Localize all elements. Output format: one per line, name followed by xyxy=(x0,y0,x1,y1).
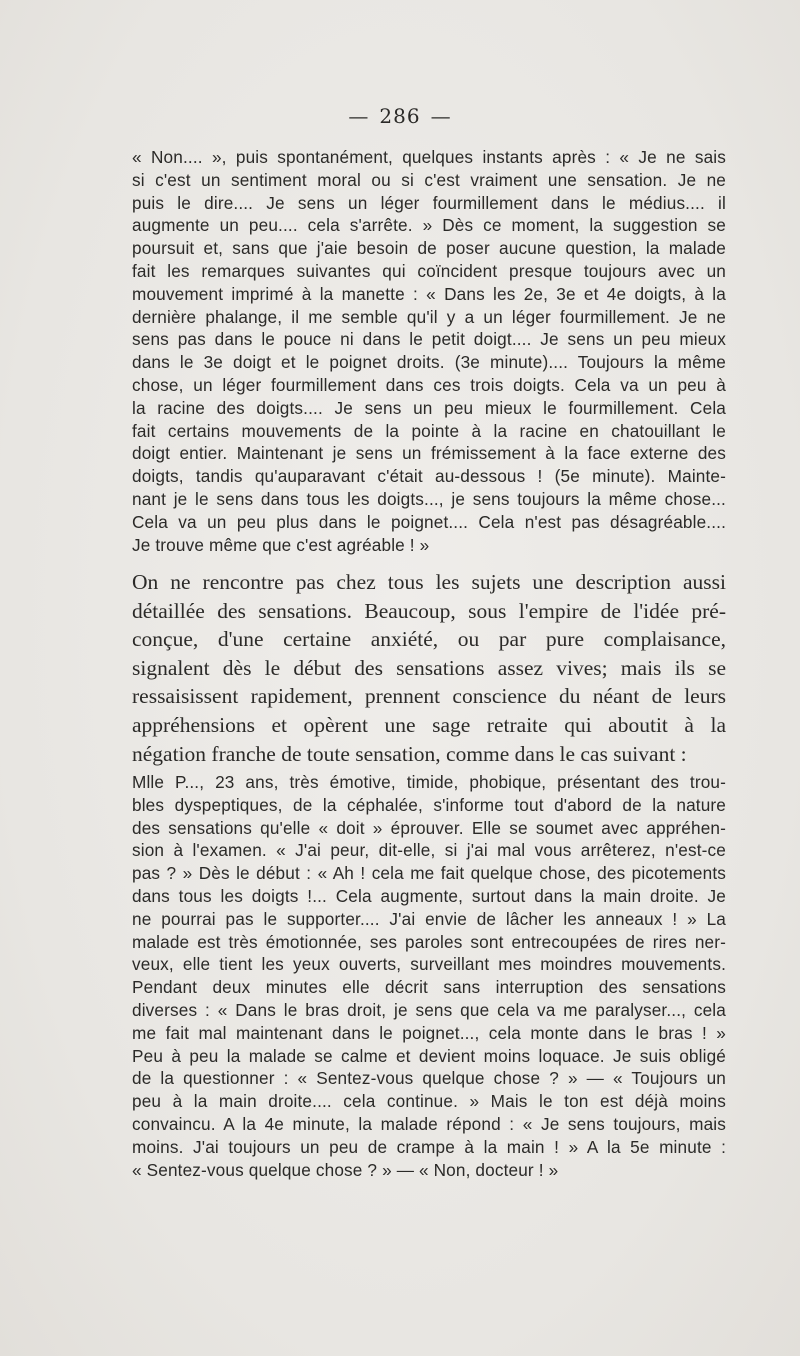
text-line: me fait mal maintenant dans le poignet..., cela monte dans le bras ! » xyxy=(132,1022,726,1043)
text-line: poursuit et, sans que j'aie besoin de poser aucune question, la malade xyxy=(132,238,726,259)
text-line: Mlle P..., 23 ans, très émotive, timide, phobique, présentant des trou- xyxy=(132,772,726,792)
text-line: la racine des doigts.... Je sens un peu mieux le fourmillement. Cela xyxy=(132,397,726,418)
text-line: diverses : « Dans le bras droit, je sens que cela va me paralyser..., cela xyxy=(132,999,726,1020)
text-line: augmente un peu.... cela s'arrête. » Dès ce moment, la suggestion se xyxy=(132,215,726,236)
text-line: sens pas dans le pouce ni dans le petit doigt.... Je sens un peu mieux xyxy=(132,329,726,350)
text-line: Pendant deux minutes elle décrit sans interruption des sensations xyxy=(132,977,726,998)
text-line: « Sentez-vous quelque chose ? » — « Non, docteur ! » xyxy=(132,1159,559,1180)
text-line: On ne rencontre pas chez tous les sujets une description aussi xyxy=(132,570,726,594)
paragraph-observation-quote xyxy=(132,146,726,556)
header-dash-right: — xyxy=(430,104,452,128)
text-line: convaincu. A la 4e minute, la malade répond : « Je sens toujours, mais xyxy=(132,1113,726,1134)
text-line: doigt entier. Maintenant je sens un frémissement à la face externe des xyxy=(132,443,726,464)
text-line: dans tous les doigts !... Cela augmente, surtout dans la main droite. Je xyxy=(132,885,726,906)
text-line: sion à l'examen. « J'ai peur, dit-elle, si j'ai mal vous arrêterez, n'est-ce xyxy=(132,840,726,861)
header-dash-left: — xyxy=(348,104,370,128)
text-line: Cela va un peu plus dans le poignet.... Cela n'est pas désagréable.... xyxy=(132,511,726,532)
text-line: des sensations qu'elle « doit » éprouver. Elle se soumet avec appréhen- xyxy=(132,817,726,838)
text-line: dernière phalange, il me semble qu'il y a un léger fourmillement. Je ne xyxy=(132,306,726,327)
text-line: négation franche de toute sensation, comme dans le cas suivant : xyxy=(132,741,687,766)
paragraph-case-mlle-p xyxy=(132,771,726,1181)
text-line: signalent dès le début des sensations assez vives; mais ils se xyxy=(132,655,726,680)
text-line: puis le dire.... Je sens un léger fourmillement dans le médius.... il xyxy=(132,192,726,213)
paragraph-commentary xyxy=(132,568,726,768)
text-line: dans le 3e doigt et le poignet droits. (3e minute).... Toujours la même xyxy=(132,352,726,373)
text-line: ne pourrai pas le supporter.... J'ai envie de lâcher les anneaux ! » La xyxy=(132,908,726,929)
text-line: fait certains mouvements de la pointe à la racine en chatouillant le xyxy=(132,420,726,441)
text-line: détaillée des sensations. Beaucoup, sous l'empire de l'idée pré- xyxy=(132,598,726,623)
text-line: Peu à peu la malade se calme et devient moins loquace. Je suis obligé xyxy=(132,1045,726,1066)
text-line: veux, elle tient les yeux ouverts, surveillant mes moindres mouvements. xyxy=(132,954,726,975)
text-line: mouvement imprimé à la manette : « Dans les 2e, 3e et 4e doigts, à la xyxy=(132,283,726,304)
text-line: nant je le sens dans tous les doigts..., je sens toujours la même chose... xyxy=(132,488,726,509)
text-line: si c'est un sentiment moral ou si c'est vraiment une sensation. Je ne xyxy=(132,169,726,190)
text-line: peu à la main droite.... cela continue. » Mais le ton est déjà moins xyxy=(132,1091,726,1112)
text-line: chose, un léger fourmillement dans ces trois doigts. Cela va un peu à xyxy=(132,374,726,395)
text-line: bles dyspeptiques, de la céphalée, s'informe tout d'abord de la nature xyxy=(132,794,726,815)
text-line: pas ? » Dès le début : « Ah ! cela me fait quelque chose, des picotements xyxy=(132,863,726,884)
page-header xyxy=(0,104,800,128)
text-line: malade est très émotionnée, ses paroles sont entrecoupées de rires ner- xyxy=(132,931,726,952)
text-line: moins. J'ai toujours un peu de crampe à la main ! » A la 5e minute : xyxy=(132,1136,726,1157)
text-line: doigts, tandis qu'auparavant c'était au-dessous ! (5e minute). Mainte- xyxy=(132,466,726,487)
text-line: conçue, d'une certaine anxiété, ou par pure complaisance, xyxy=(132,627,726,652)
text-line: appréhensions et opèrent une sage retraite qui aboutit à la xyxy=(132,712,726,737)
text-line: Je trouve même que c'est agréable ! » xyxy=(132,534,430,555)
text-line: de la questionner : « Sentez-vous quelque chose ? » — « Toujours un xyxy=(132,1068,726,1089)
text-line: ressaisissent rapidement, prennent conscience du néant de leurs xyxy=(132,684,726,709)
text-line: « Non.... », puis spontanément, quelques instants après : « Je ne sais xyxy=(132,147,726,167)
page-number: 286 xyxy=(379,104,421,128)
text-line: fait les remarques suivantes qui coïncident presque toujours avec un xyxy=(132,260,726,281)
